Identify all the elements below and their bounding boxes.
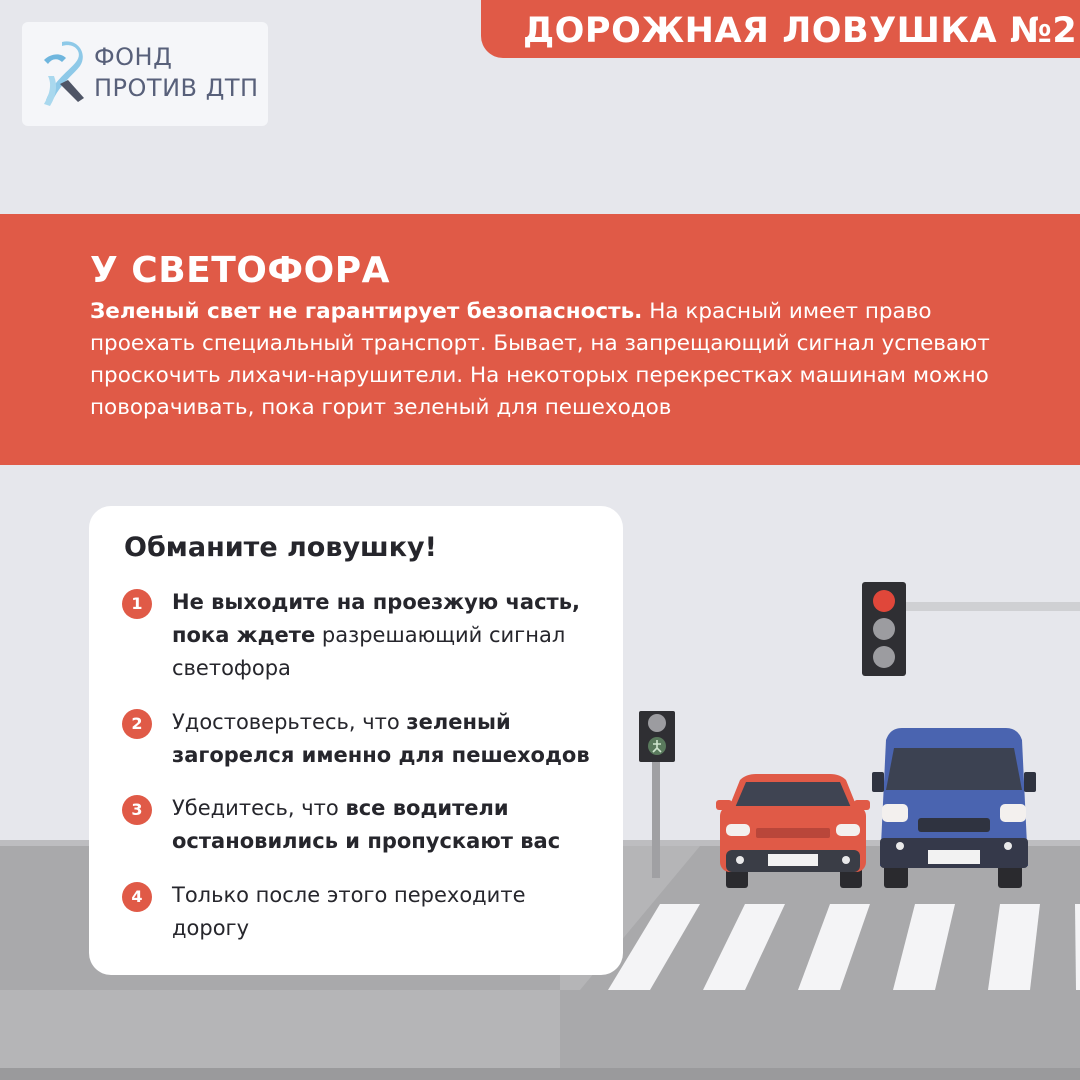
tip-item-1: [122, 586, 592, 685]
step-bold-text: все водители остановились и пропускают вас: [172, 796, 561, 853]
step-number: 1: [122, 589, 152, 619]
blue-van: [872, 726, 1036, 890]
step-number: 4: [122, 882, 152, 912]
step-number: 3: [122, 795, 152, 825]
section-lead-bold: Зеленый свет не гарантирует безопасность.: [90, 299, 643, 324]
logo-text-line-1: ФОНД: [94, 43, 173, 71]
section-lead-text: На красный имеет право проехать специальный транспорт. Бывает, на запрещающий сигнал успевают проскочить лихачи-нарушители. На некоторых перекрестках машинам можно поворачивать, пока горит зеленый для пешеходов: [90, 299, 990, 420]
tip-item-3: [122, 792, 592, 858]
step-plain-text: Убедитесь, что: [172, 796, 346, 820]
tip-item-2: [122, 706, 592, 772]
tip-item-4: [122, 879, 592, 945]
step-plain-text: разрешающий сигнал светофора: [172, 623, 566, 680]
tips-card: [89, 506, 623, 975]
step-plain-text: Удостоверьтесь, что: [172, 710, 407, 734]
step-number: 2: [122, 709, 152, 739]
section-title: У СВЕТОФОРА: [90, 250, 390, 291]
step-plain-text: Только после этого переходите дорогу: [172, 883, 526, 940]
step-text: [172, 586, 592, 685]
step-text: [172, 706, 592, 772]
step-text: [172, 792, 592, 858]
tips-title: Обманите ловушку!: [124, 532, 437, 563]
step-text: [172, 879, 592, 945]
red-car: [716, 770, 870, 890]
logo-text-line-2: ПРОТИВ ДТП: [94, 74, 259, 102]
step-bold-text: зеленый загорелся именно для пешеходов: [172, 710, 590, 767]
step-bold-text: Не выходите на проезжую часть, пока ждете: [172, 590, 580, 647]
trap-number-badge: ДОРОЖНАЯ ЛОВУШКА №2: [481, 0, 1080, 58]
